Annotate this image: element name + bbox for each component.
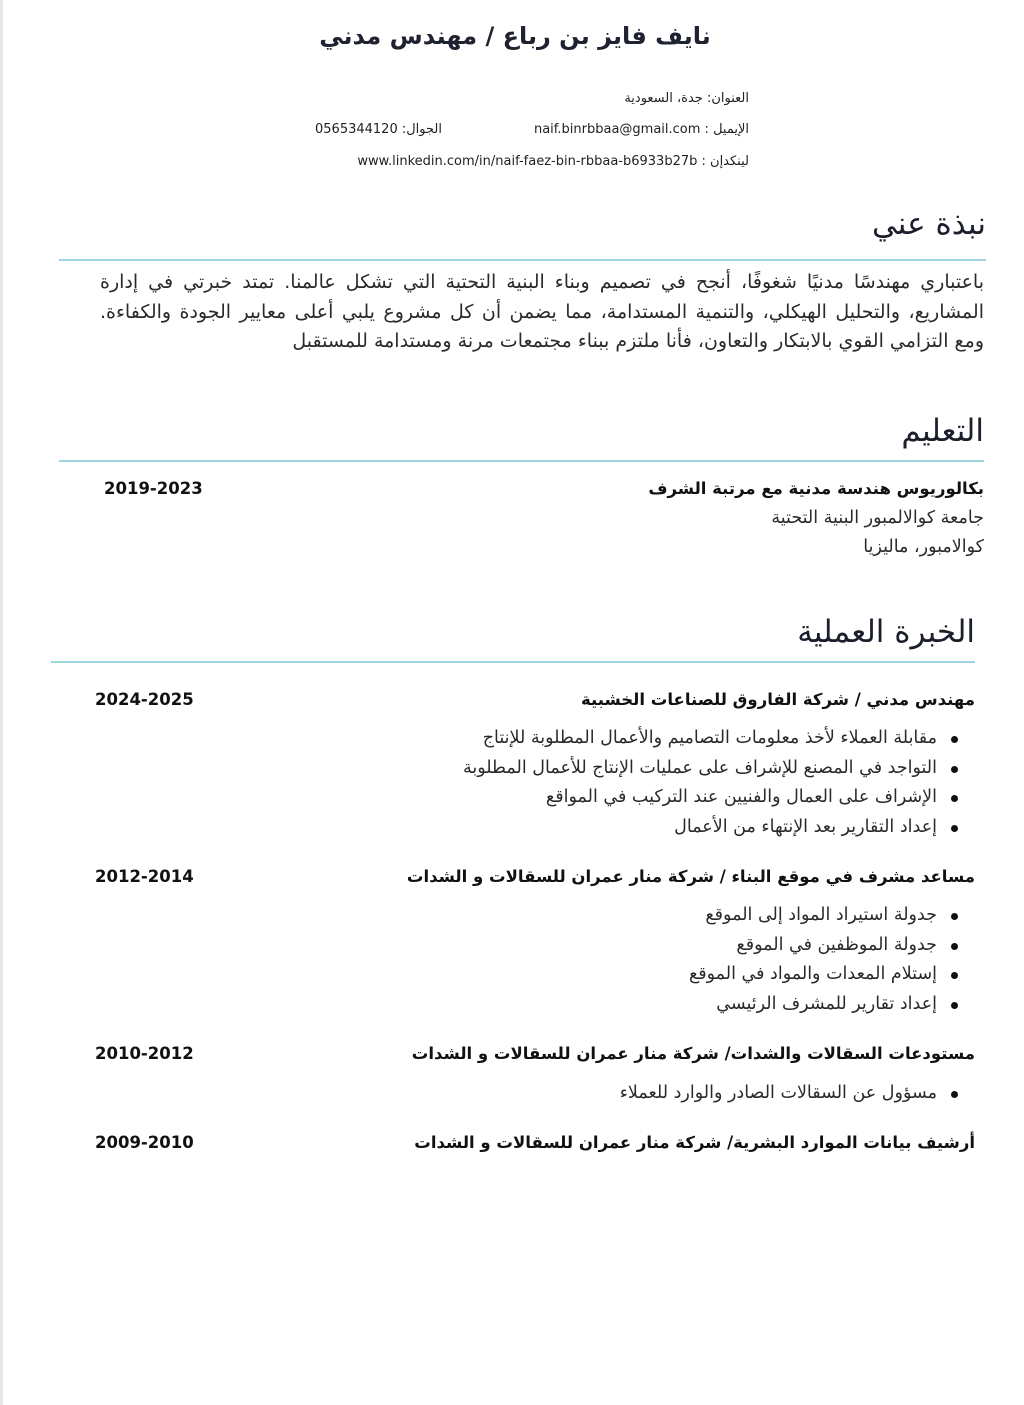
bullet-icon [951, 825, 958, 832]
job-years: 2009-2010 [95, 1133, 194, 1152]
name-title: نايف فايز بن رباع / مهندس مدني [319, 22, 711, 50]
list-item: مسؤول عن السقالات الصادر والوارد للعملاء [620, 1079, 958, 1109]
education-location: كوالامبور، ماليزيا [863, 537, 984, 557]
experience-divider [51, 661, 975, 663]
job-title: أرشيف بيانات الموارد البشرية/ شركة منار عمران للسقالات و الشدات [414, 1133, 975, 1152]
job-duties-list [463, 724, 958, 842]
job-years: 2010-2012 [95, 1044, 194, 1063]
job-title: مستودعات السقالات والشدات/ شركة منار عمران للسقالات و الشدات [411, 1044, 975, 1063]
list-item: جدولة الموظفين في الموقع [689, 931, 958, 961]
education-years: 2019-2023 [104, 479, 203, 498]
email-line[interactable]: الإيميل : naif.binrbbaa@gmail.com [533, 122, 749, 137]
about-heading: نبذة عني [871, 206, 986, 242]
bullet-icon [951, 972, 958, 979]
education-heading: التعليم [901, 413, 984, 449]
linkedin-line[interactable]: لينكدإن : www.linkedin.com/in/naif-faez-bin-rbbaa-b6933b27b [357, 154, 749, 169]
bullet-icon [951, 736, 958, 743]
bullet-icon [951, 795, 958, 802]
job-years: 2024-2025 [95, 690, 194, 709]
list-item: إستلام المعدات والمواد في الموقع [689, 960, 958, 990]
job-title: مساعد مشرف في موقع البناء / شركة منار عمران للسقالات و الشدات [406, 867, 975, 886]
job-duties-list [689, 901, 958, 1019]
list-item: إعداد التقارير بعد الإنتهاء من الأعمال [463, 813, 958, 843]
job-duties-list [620, 1079, 958, 1109]
list-item: جدولة استيراد المواد إلى الموقع [689, 901, 958, 931]
list-item: إعداد تقارير للمشرف الرئيسي [689, 990, 958, 1020]
address-line: العنوان: جدة، السعودية [624, 91, 749, 106]
list-item: مقابلة العملاء لأخذ معلومات التصاميم والأعمال المطلوبة للإنتاج [463, 724, 958, 754]
education-divider [59, 460, 984, 462]
job-years: 2012-2014 [95, 867, 194, 886]
bullet-icon [951, 913, 958, 920]
education-degree: بكالوريوس هندسة مدنية مع مرتبة الشرف [648, 479, 984, 498]
job-title: مهندس مدني / شركة الفاروق للصناعات الخشبية [581, 690, 975, 709]
education-university: جامعة كوالالمبور البنية التحتية [771, 508, 984, 528]
about-text: باعتباري مهندسًا مدنيًا شغوفًا، أنجح في تصميم وبناء البنية التحتية التي تشكل عالمنا. تمتد خبرتي في إدارة المشاريع، والتحليل الهيكلي، والتنمية المستدامة، مما يضمن أن كل مشروع يلبي أعلى معايير الجودة والكفاءة. ومع التزامي القوي بالابتكار والتعاون، فأنا ملتزم ببناء مجتمعات مرنة ومستدامة للمستقبل [100, 271, 984, 352]
phone-line: الجوال: 0565344120 [315, 122, 442, 137]
bullet-icon [951, 766, 958, 773]
list-item: التواجد في المصنع للإشراف على عمليات الإنتاج للأعمال المطلوبة [463, 754, 958, 784]
experience-heading: الخبرة العملية [797, 614, 975, 650]
list-item: الإشراف على العمال والفنيين عند التركيب في المواقع [463, 783, 958, 813]
about-divider [59, 259, 986, 261]
bullet-icon [951, 1002, 958, 1009]
bullet-icon [951, 1091, 958, 1098]
bullet-icon [951, 943, 958, 950]
